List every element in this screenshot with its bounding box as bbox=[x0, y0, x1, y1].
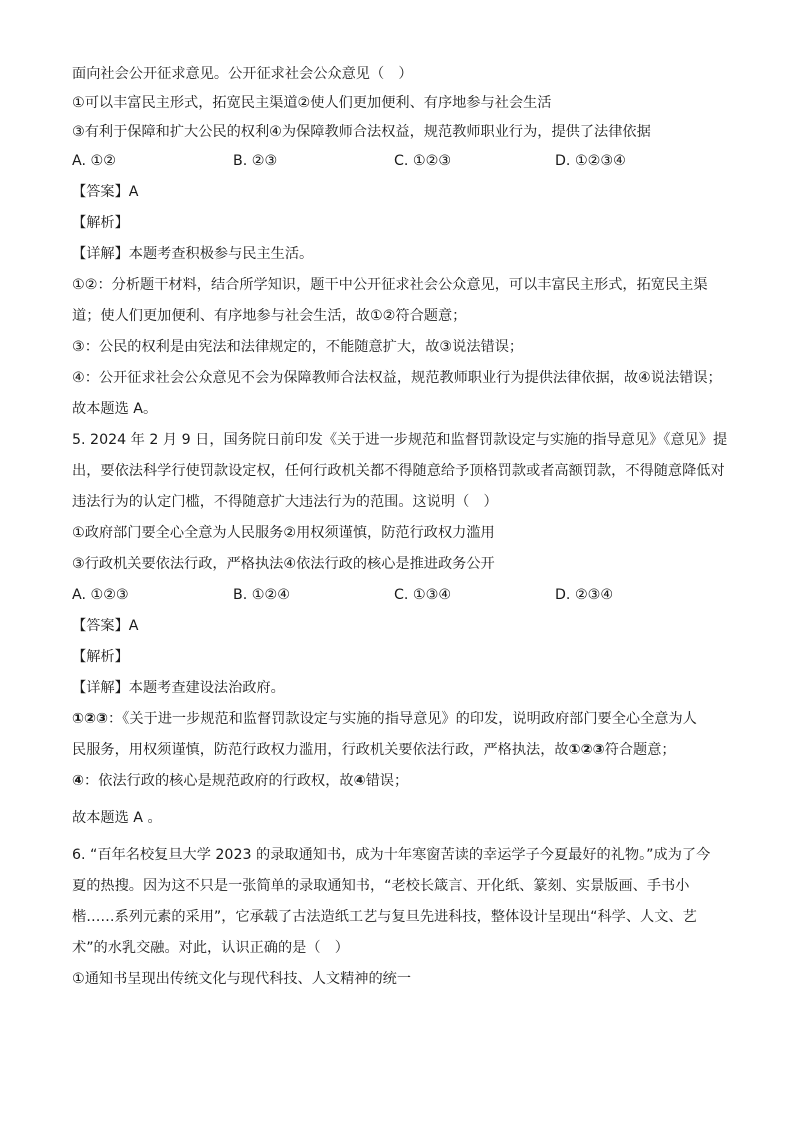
q4-statement-2: ③有利于保障和扩大公民的权利④为保障教师合法权益，规范教师职业行为，提供了法律依据 bbox=[72, 124, 651, 140]
q5-explanation-1a bbox=[72, 707, 724, 738]
q5-conclusion: 故本题选 A 。 bbox=[72, 810, 162, 826]
q5-exp2-tail: 错误； bbox=[365, 773, 409, 789]
q4-explanation-1b: 道；使人们更加便利、有序地参与社会生活，故①②符合题意； bbox=[72, 308, 467, 324]
q5-exp2-mark: ④ bbox=[72, 773, 85, 789]
q4-explanation-1a: ①②：分析题干材料，结合所学知识，题干中公开征求社会公众意见，可以丰富民主形式，拓宽民主渠 bbox=[72, 277, 708, 293]
q5-stem-2: 出，要依法科学行使罚款设定权，任何行政机关都不得随意给予顶格罚款或者高额罚款，不得随意降低对 bbox=[72, 463, 725, 479]
q4-detail: 【详解】本题考查积极参与民主生活。 bbox=[72, 246, 314, 262]
q6-statement-1: ①通知书呈现出传统文化与现代科技、人文精神的统一 bbox=[72, 971, 412, 987]
q5-option-d: D. ②③④ bbox=[555, 587, 614, 603]
q4-explanation-3: ④：公开征求社会公众意见不会为保障教师合法权益，规范教师职业行为提供法律依据，故④说法错误； bbox=[72, 370, 722, 386]
q6-stem-4: 术”的水乳交融。对此，认识正确的是（ ） bbox=[72, 940, 349, 956]
q5-exp1a-text: ：《关于进一步规范和监督罚款设定与实施的指导意见》的印发，说明政府部门要全心全意为人 bbox=[108, 711, 697, 727]
q5-analysis-label: 【解析】 bbox=[72, 649, 129, 665]
q5-exp1b-tail: 符合题意； bbox=[604, 742, 676, 758]
q5-statement-1: ①政府部门要全心全意为人民服务②用权须谨慎，防范行政权力滥用 bbox=[72, 525, 495, 541]
q4-statement-1: ①可以丰富民主形式，拓宽民主渠道②使人们更加便利、有序地参与社会生活 bbox=[72, 95, 552, 111]
q6-stem-3: 楷……系列元素的采用”，它承载了古法造纸工艺与复旦先进科技，整体设计呈现出“科学、人文、艺 bbox=[72, 909, 697, 925]
q5-statement-2: ③行政机关要依法行政，严格执法④依法行政的核心是推进政务公开 bbox=[72, 556, 495, 572]
q5-option-b: B. ①②④ bbox=[233, 587, 290, 603]
q5-options bbox=[72, 583, 724, 614]
q4-explanation-2: ③：公民的权利是由宪法和法律规定的，不能随意扩大，故③说法错误； bbox=[72, 339, 524, 355]
q5-option-c: C. ①③④ bbox=[394, 587, 452, 603]
q4-conclusion: 故本题选 A。 bbox=[72, 401, 158, 417]
q5-explanation-1b bbox=[72, 738, 724, 769]
q5-exp2-text: ：依法行政的核心是规范政府的行政权，故 bbox=[84, 773, 354, 789]
q5-stem-3: 违法行为的认定门槛，不得随意扩大违法行为的范围。这说明（ ） bbox=[72, 494, 498, 510]
q6-stem-2: 夏的热搜。因为这不只是一张简单的录取通知书，“老校长箴言、开化纸、篆刻、实景版画、手书小 bbox=[72, 878, 690, 894]
q4-option-a: A. ①② bbox=[72, 153, 116, 169]
q4-options bbox=[72, 149, 724, 180]
q5-explanation-2 bbox=[72, 769, 724, 800]
q4-option-b: B. ②③ bbox=[233, 153, 278, 169]
exam-page bbox=[72, 62, 728, 998]
q5-answer: 【答案】A bbox=[72, 618, 139, 634]
q4-stem: 面向社会公开征求意见。公开征求社会公众意见（ ） bbox=[72, 66, 413, 82]
q6-stem-1: 6. “百年名校复旦大学 2023 的录取通知书，成为十年寒窗苦读的幸运学子今夏最好的礼物。”成为了今 bbox=[72, 847, 711, 863]
q5-exp2-mark2: ④ bbox=[353, 773, 366, 789]
q4-option-d: D. ①②③④ bbox=[555, 153, 626, 169]
q4-analysis-label: 【解析】 bbox=[72, 215, 129, 231]
q5-exp1a-mark: ①②③ bbox=[72, 711, 109, 727]
q5-exp1b-text: 民服务，用权须谨慎，防范行政权力滥用，行政机关要依法行政，严格执法，故 bbox=[72, 742, 569, 758]
q5-stem-1: 5. 2024 年 2 月 9 日，国务院日前印发《关于进一步规范和监督罚款设定与实施的指导意见》《意见》提 bbox=[72, 432, 728, 448]
q4-answer: 【答案】A bbox=[72, 184, 139, 200]
q5-detail: 【详解】本题考查建设法治政府。 bbox=[72, 680, 285, 696]
q5-option-a: A. ①②③ bbox=[72, 587, 129, 603]
q4-option-c: C. ①②③ bbox=[394, 153, 452, 169]
q5-exp1b-mark: ①②③ bbox=[568, 742, 605, 758]
